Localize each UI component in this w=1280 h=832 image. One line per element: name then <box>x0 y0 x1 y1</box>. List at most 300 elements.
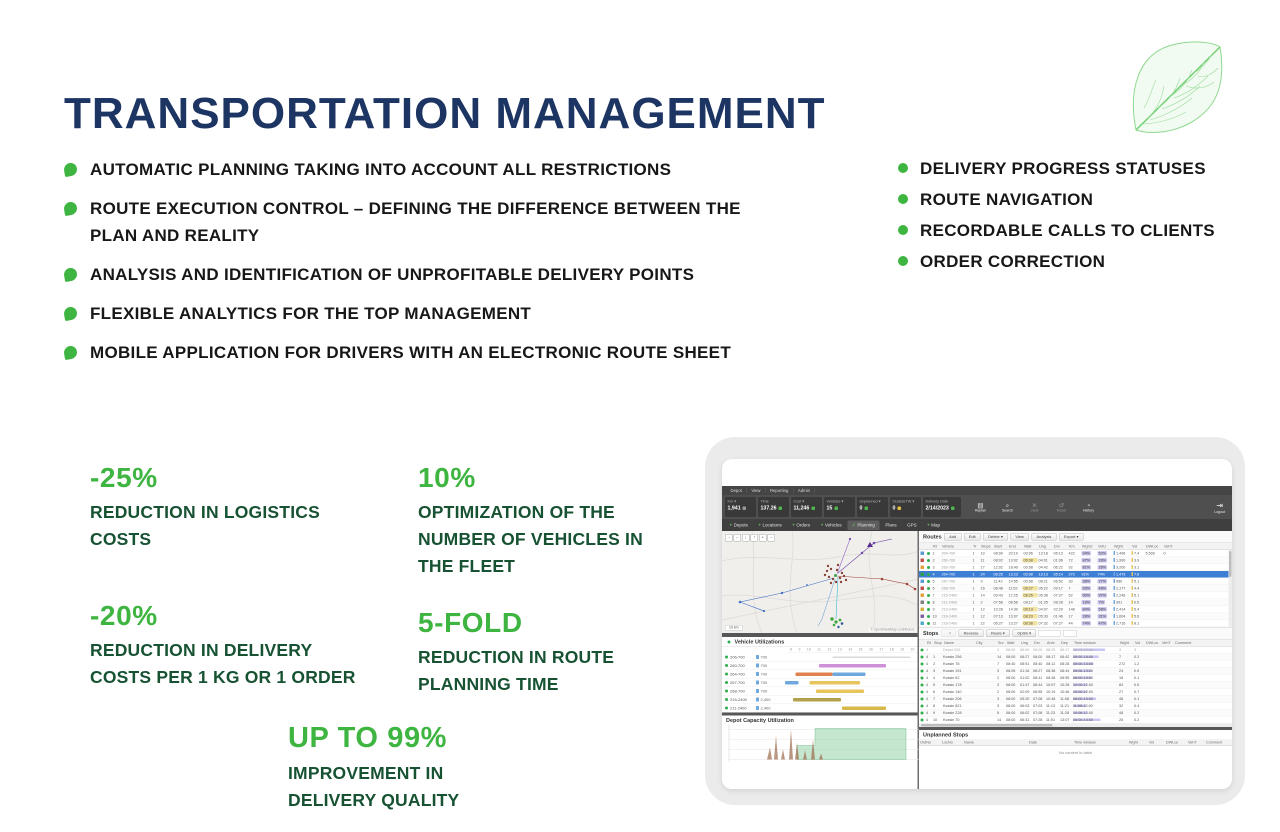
routes-cell: 422 <box>1068 551 1075 556</box>
volume-bar-icon <box>1132 586 1134 590</box>
map-control-button[interactable]: ↓ <box>742 534 750 542</box>
gantt-bar[interactable] <box>793 698 841 702</box>
routes-button-export[interactable]: Export ▾ <box>1059 533 1084 541</box>
stops-cell: 84 <box>1119 682 1124 687</box>
stops-cell: 02:09 <box>1020 689 1030 694</box>
weight-bar-icon <box>1114 551 1116 555</box>
routes-cell: 4.4 <box>1131 586 1145 591</box>
hour-tick-label: 13 <box>837 648 842 652</box>
map-controls <box>725 534 775 542</box>
kpi-label: Unplanned ▾ <box>859 499 881 504</box>
route-color-indicator <box>921 608 925 612</box>
stops-table-row[interactable] <box>919 654 1232 661</box>
routes-cell: 9 <box>980 579 983 584</box>
routes-cell: 1 <box>972 551 975 556</box>
col-header: Vol <box>1149 740 1155 745</box>
routes-cell: 17 <box>980 565 985 570</box>
stops-cell <box>1072 711 1118 716</box>
stops-cell: 7 <box>1119 654 1122 659</box>
tab-map[interactable] <box>923 521 945 530</box>
time-window-text: 10:00-12:00 <box>1073 689 1094 694</box>
routes-cell: 7 <box>932 593 935 598</box>
routes-cell: 06:27 <box>993 621 1003 626</box>
stops-cell: 08:00 <box>1006 647 1016 652</box>
volume-bar-icon <box>1132 614 1134 618</box>
weight-bar-icon <box>1114 593 1116 597</box>
gantt-bar[interactable] <box>796 673 833 677</box>
routes-cell: 04:07 <box>1038 607 1048 612</box>
left-column <box>722 531 919 789</box>
tab-label: Orders <box>796 522 811 528</box>
vehicle-status-dot <box>725 673 728 676</box>
stops-cell: 24 <box>1119 668 1124 673</box>
stops-table-row[interactable] <box>919 668 1232 675</box>
routes-cell: 391 <box>1113 600 1131 605</box>
stops-cell: 2 <box>933 661 936 666</box>
routes-cell <box>1081 621 1097 626</box>
stops-cell: 08:25 <box>1046 647 1056 652</box>
col-header: Stop <box>934 640 942 645</box>
time-window-text: 08:00-18:00 <box>1073 654 1094 659</box>
routes-cell: 30 <box>1068 579 1073 584</box>
stops-cell: 08:17 <box>1046 654 1056 659</box>
tab-prefix-icon: + <box>927 522 930 528</box>
action-replan-button[interactable] <box>971 502 990 513</box>
gantt-row[interactable] <box>722 670 918 679</box>
clear-icon: ✕ <box>1031 501 1038 509</box>
routes-table <box>919 550 1232 627</box>
stat-caption: REDUCTION IN LOGISTICS COSTS <box>90 502 320 549</box>
routes-cell: 5,500 <box>1145 551 1155 556</box>
gantt-bar[interactable] <box>785 681 799 685</box>
col-header: LocNo <box>942 740 953 745</box>
stops-cell: 4 <box>926 703 929 708</box>
stops-filter-input-2[interactable] <box>1063 630 1077 637</box>
routes-cell: 04:42 <box>1038 565 1048 570</box>
routes-scrollbar[interactable] <box>1229 550 1233 627</box>
menu-item-depot[interactable]: Depot <box>726 488 747 493</box>
routes-cell: 1 <box>972 621 975 626</box>
empty-table-message: No content in table <box>1058 750 1093 755</box>
stops-disabled-button: ▾ <box>941 630 956 638</box>
vehicle-name: 264-700 <box>730 671 745 677</box>
stops-cell: 08:28 <box>1060 661 1070 666</box>
routes-cell: 13:02 <box>1008 558 1018 563</box>
gantt-bar[interactable] <box>809 681 860 685</box>
kpi-tile[interactable] <box>857 497 888 517</box>
stat-planning-time <box>418 607 663 698</box>
route-color-indicator <box>921 587 925 591</box>
route-status-dot <box>927 587 930 590</box>
stops-table-row[interactable] <box>919 661 1232 668</box>
list-item <box>898 220 1268 241</box>
stops-cell: 08:44 <box>1060 668 1070 673</box>
vehicle-capacity: 2,400 <box>756 706 778 711</box>
stop-status-dot <box>921 648 924 651</box>
kpi-value: 0 <box>860 505 886 511</box>
col-header: Ung <box>1039 544 1046 549</box>
routes-cell: 10:28 <box>993 607 1003 612</box>
stops-cell: 11:28 <box>1060 710 1070 715</box>
routes-cell: 05:14 <box>1053 572 1063 577</box>
gantt-row[interactable] <box>722 679 918 688</box>
stops-cell: 0.7 <box>1134 689 1140 694</box>
routes-cell <box>1097 586 1113 591</box>
map-panel[interactable] <box>722 531 918 633</box>
stops-cell: 7 <box>997 661 1000 666</box>
routes-cell <box>1097 593 1113 598</box>
stops-table-row[interactable] <box>919 710 1232 717</box>
col-header: End <box>1009 544 1016 549</box>
tab-label: Locations <box>762 522 782 528</box>
stops-table-row[interactable] <box>919 703 1232 710</box>
routes-button-delete[interactable]: Delete ▾ <box>983 533 1008 541</box>
routes-table-row[interactable] <box>919 578 1232 585</box>
route-status-dot <box>927 552 930 555</box>
routes-table-row[interactable] <box>919 592 1232 599</box>
stops-cell: Kvasin 178 <box>943 682 962 687</box>
col-header: Vehicle <box>942 544 955 549</box>
stops-cell: 5 <box>933 682 936 687</box>
stops-cell: 06:31 <box>1020 717 1030 722</box>
routes-button-add[interactable]: Add <box>944 533 961 541</box>
stops-cell: 08:00 <box>1020 647 1030 652</box>
stops-table-row[interactable] <box>919 647 1232 654</box>
tab-prefix-icon: + <box>729 522 733 528</box>
routes-cell: 1 <box>972 593 975 598</box>
page-title: TRANSPORTATION MANAGEMENT <box>64 89 826 139</box>
routes-cell: 08:23 <box>1023 614 1038 619</box>
gantt-row[interactable] <box>722 662 918 671</box>
stops-cell: 08:00 <box>1033 654 1043 659</box>
volume-bar-icon <box>1132 607 1134 611</box>
kpi-value: 137.26 <box>761 505 787 511</box>
kpi-tile[interactable] <box>890 497 921 517</box>
kpi-tile[interactable] <box>923 497 961 517</box>
volume-bar-icon <box>1132 565 1134 569</box>
routes-table-row[interactable] <box>919 557 1232 564</box>
dot-bullet-icon <box>898 194 908 204</box>
hour-tick-label: 17 <box>879 648 884 652</box>
capacity-icon <box>756 655 759 659</box>
routes-cell <box>1097 621 1113 626</box>
route-status-dot <box>927 594 930 597</box>
panel-status-dot <box>728 641 731 644</box>
stops-cell: 08:48 <box>1046 675 1056 680</box>
routes-cell: 06:08 <box>1023 558 1038 563</box>
routes-cell: 07:13 <box>993 614 1003 619</box>
routes-table-row[interactable] <box>919 550 1232 557</box>
tab-gps[interactable] <box>903 521 922 530</box>
gantt-row[interactable] <box>722 687 918 696</box>
routes-cell: 2,248 <box>1113 593 1131 598</box>
routes-cell: 17 <box>1068 614 1073 619</box>
stops-cell: 11:08 <box>1060 696 1070 701</box>
stops-cell: 08:05 <box>1006 668 1016 673</box>
stops-cell: 08:00 <box>1006 675 1016 680</box>
stops-cell: 4 <box>926 717 929 722</box>
stops-cell: 08:41 <box>1033 675 1043 680</box>
routes-cell: 08:21 <box>1038 579 1048 584</box>
menu-item-admin[interactable]: Admin <box>793 488 815 493</box>
unplanned-stops-panel <box>919 727 1232 789</box>
routes-cell: 4 <box>932 572 935 577</box>
routes-cell: 04:01 <box>1038 558 1048 563</box>
stops-cell: 32 <box>1119 703 1124 708</box>
map-control-button[interactable]: ← <box>735 535 740 540</box>
gantt-track <box>778 679 915 687</box>
routes-cell: 268-700 <box>941 586 956 591</box>
hour-tick-label: 10 <box>806 648 811 652</box>
map-control-button[interactable]: ↑ <box>751 534 759 542</box>
routes-table-row[interactable] <box>919 613 1232 620</box>
gantt-track <box>778 653 915 661</box>
stop-status-dot <box>921 690 924 693</box>
col-header: DWLoc <box>1166 740 1179 745</box>
route-color-indicator <box>921 559 925 563</box>
capacity-icon <box>756 664 759 668</box>
menu-item-view[interactable]: View <box>747 488 766 493</box>
app-screenshot <box>722 459 1232 789</box>
stops-h-scrollbar[interactable] <box>919 724 1232 728</box>
routes-cell: 08:25 <box>1023 593 1038 598</box>
vehicle-capacity: 700 <box>756 672 778 677</box>
vehicle-name: 211-2400 <box>730 705 747 711</box>
stops-cell: Kvasin 78 <box>943 661 960 666</box>
stops-cell: 11:13 <box>1046 703 1056 708</box>
routes-cell: 08:00 <box>993 551 1003 556</box>
stops-cell: 10:46 <box>1060 689 1070 694</box>
map-control-button[interactable]: → <box>726 535 731 540</box>
list-item <box>898 251 1268 272</box>
routes-cell: 11 <box>980 558 985 563</box>
gantt-row[interactable] <box>722 653 918 662</box>
routes-cell: 5.4 <box>1131 607 1145 612</box>
stops-table-row[interactable] <box>919 689 1232 696</box>
gantt-track <box>778 687 915 695</box>
search-icon: ⌕ <box>1005 501 1010 509</box>
stops-cell: Kvasin 151 <box>943 668 962 673</box>
stop-status-dot <box>921 669 924 672</box>
tab-prefix-icon: ✓ <box>852 522 856 528</box>
gantt-row[interactable] <box>722 696 918 705</box>
tab-depots[interactable] <box>725 521 752 530</box>
gantt-bar[interactable] <box>816 690 864 694</box>
gantt-track <box>778 704 915 712</box>
weight-bar-icon <box>1114 614 1116 618</box>
routes-button-view[interactable]: View <box>1010 533 1029 541</box>
stops-table-row[interactable] <box>919 696 1232 703</box>
col-header: DWLoc <box>1146 640 1159 645</box>
routes-cell <box>1097 607 1113 612</box>
routes-cell: 00:08 <box>1023 579 1033 584</box>
feature-text: AUTOMATIC PLANNING TAKING INTO ACCOUNT ALL RESTRICTIONS <box>90 160 672 179</box>
stops-cell: 0.1 <box>1134 675 1140 680</box>
stop-status-dot <box>921 697 924 700</box>
stops-table <box>919 647 1232 724</box>
tab-orders[interactable] <box>788 521 815 530</box>
routes-cell: 1 <box>972 558 975 563</box>
routes-cell: 5 <box>932 579 935 584</box>
routes-cell: 09:17 <box>1053 586 1063 591</box>
hour-tick-label: 19 <box>900 648 905 652</box>
action-history-button[interactable] <box>1079 502 1098 513</box>
volume-bar-icon <box>1132 551 1134 555</box>
stops-button-optim[interactable]: Optim ▾ <box>1012 630 1036 638</box>
tab-label: Planning <box>857 522 875 528</box>
routes-cell: 1,990 <box>1113 558 1131 563</box>
stops-cell <box>1072 662 1118 667</box>
gantt-bar[interactable] <box>819 664 886 668</box>
utilization-badge: 93% <box>1082 586 1091 591</box>
gantt-track <box>778 662 915 670</box>
stops-button-reverse[interactable]: Reverse <box>959 630 984 638</box>
routes-cell: 05:33 <box>1038 614 1048 619</box>
routes-cell: 8 <box>932 600 935 605</box>
list-item <box>64 195 754 249</box>
routes-table-row[interactable] <box>919 585 1232 592</box>
hour-tick-label: 11 <box>817 648 821 652</box>
kpi-icon <box>834 506 838 510</box>
routes-cell: 1 <box>932 551 935 556</box>
stops-cell: Kvasin 821 <box>943 703 962 708</box>
utilization-badge: 7% <box>1098 600 1104 605</box>
route-color-indicator <box>921 566 925 570</box>
stops-cell: 1 <box>933 654 936 659</box>
stops-table-row[interactable] <box>919 675 1232 682</box>
stops-filter-input[interactable] <box>1039 630 1061 637</box>
map-attribution: © OpenStreetMap contributors <box>870 628 915 632</box>
routes-table-row[interactable] <box>919 606 1232 613</box>
routes-button-edit[interactable]: Edit <box>964 533 981 541</box>
logout-button[interactable] <box>1214 500 1225 514</box>
routes-cell <box>1097 565 1113 570</box>
routes-cell: 1 <box>972 614 975 619</box>
routes-cell: 1,473 <box>1113 572 1131 577</box>
stops-cell: 46 <box>1119 696 1124 701</box>
stops-cell: 01:47 <box>1020 682 1030 687</box>
leaf-bullet-icon <box>63 162 78 177</box>
routes-table-row[interactable] <box>919 599 1232 606</box>
routes-table-row[interactable] <box>919 564 1232 571</box>
routes-cell: 08:13 <box>1023 607 1038 612</box>
tab-planning[interactable] <box>848 520 880 530</box>
stops-cell: 10:19 <box>1046 689 1056 694</box>
routes-cell: 10 <box>932 614 937 619</box>
stops-cell: 0.4 <box>1134 703 1140 708</box>
gantt-bar[interactable] <box>842 707 886 711</box>
routes-table-row[interactable] <box>919 620 1232 627</box>
stops-table-row[interactable] <box>919 717 1232 724</box>
utilization-badge: 19% <box>1082 600 1091 605</box>
weight-bar-icon <box>1114 579 1116 583</box>
stops-button-route[interactable]: Route ▾ <box>986 630 1010 638</box>
tab-vehicles[interactable] <box>816 521 846 530</box>
menu-item-reporting[interactable]: Reporting <box>765 488 793 493</box>
map-control-button[interactable]: + <box>759 534 767 542</box>
col-header: Wght <box>1120 640 1129 645</box>
list-item <box>64 300 754 327</box>
stops-cell: 4 <box>933 675 936 680</box>
routes-cell: 08:28 <box>1053 600 1063 605</box>
utilization-badge: 27% <box>1098 579 1107 584</box>
routes-cell: 2,177 <box>1113 586 1131 591</box>
tab-locations[interactable] <box>754 521 786 530</box>
kpi-icon <box>897 506 901 510</box>
utilization-badge: 84% <box>1082 607 1091 612</box>
hour-tick-label: 20 <box>910 648 915 652</box>
leaf-bullet-icon <box>63 345 78 360</box>
stops-cell: 4 <box>926 682 929 687</box>
kpi-tile[interactable] <box>725 497 756 517</box>
kpi-tile[interactable] <box>791 497 822 517</box>
screenshot-card <box>705 437 1245 805</box>
kpi-value: 1,941 <box>728 505 754 511</box>
stops-table-row[interactable] <box>919 682 1232 689</box>
col-header: Rt <box>933 544 937 549</box>
stops-cell: Kvasin 206 <box>943 696 962 701</box>
routes-table-row[interactable] <box>919 571 1232 578</box>
routes-cell <box>1081 600 1097 605</box>
action-search-button[interactable] <box>998 502 1017 513</box>
tab-prefix-icon: + <box>758 522 762 528</box>
routes-cell: 2 <box>980 600 983 605</box>
vehicle-status-dot <box>725 698 728 701</box>
stops-cell: 4 <box>926 654 929 659</box>
stops-cell <box>1072 718 1118 723</box>
routes-cell: 264-700 <box>941 572 956 577</box>
stops-cell: 1.2 <box>1134 661 1140 666</box>
routes-cell: 7.8 <box>1131 572 1145 577</box>
action-label: Reset <box>1056 509 1067 513</box>
routes-cell: 148 <box>1068 607 1075 612</box>
routes-button-analysis[interactable]: Analysis <box>1031 533 1056 541</box>
gantt-row[interactable] <box>722 704 918 713</box>
gantt-bar[interactable] <box>833 657 911 659</box>
stops-cell: 08:17 <box>1060 647 1070 652</box>
stops-cell: 4 <box>926 668 929 673</box>
hour-tick-label: 16 <box>868 648 873 652</box>
routes-cell: 06:52 <box>1053 579 1063 584</box>
gantt-bar[interactable] <box>833 673 866 677</box>
col-header: VehT <box>1162 640 1171 645</box>
stat-caption: REDUCTION IN DELIVERY COSTS PER 1 KG OR 1 ORDER <box>90 640 356 687</box>
stops-cell: 4 <box>926 675 929 680</box>
stops-cell: 01:02 <box>1020 675 1030 680</box>
kpi-icon <box>864 506 868 510</box>
kpi-tile[interactable] <box>758 497 789 517</box>
routes-cell: 263-700 <box>941 565 956 570</box>
tab-plans[interactable] <box>881 521 901 530</box>
kpi-tile[interactable] <box>824 497 855 517</box>
stat-logistics-costs <box>90 462 370 553</box>
map-canvas[interactable] <box>722 531 918 633</box>
map-control-button[interactable]: − <box>768 534 776 542</box>
stops-cell: 08:00 <box>1006 710 1016 715</box>
routes-cell: 13:23 <box>1008 572 1018 577</box>
hour-tick-label: 12 <box>827 648 832 652</box>
route-status-dot <box>927 608 930 611</box>
stops-cell: 08:38 <box>1046 668 1056 673</box>
utilization-badge: 90% <box>1082 593 1091 598</box>
weight-bar-icon <box>1114 607 1116 611</box>
routes-cell <box>1081 565 1097 570</box>
stops-cell: 05:20 <box>1020 696 1030 701</box>
feature-text: ANALYSIS AND IDENTIFICATION OF UNPROFITABLE DELIVERY POINTS <box>90 265 695 284</box>
routes-cell: 5.1 <box>1131 579 1145 584</box>
stop-status-dot <box>921 718 924 721</box>
kpi-icon <box>779 506 783 510</box>
